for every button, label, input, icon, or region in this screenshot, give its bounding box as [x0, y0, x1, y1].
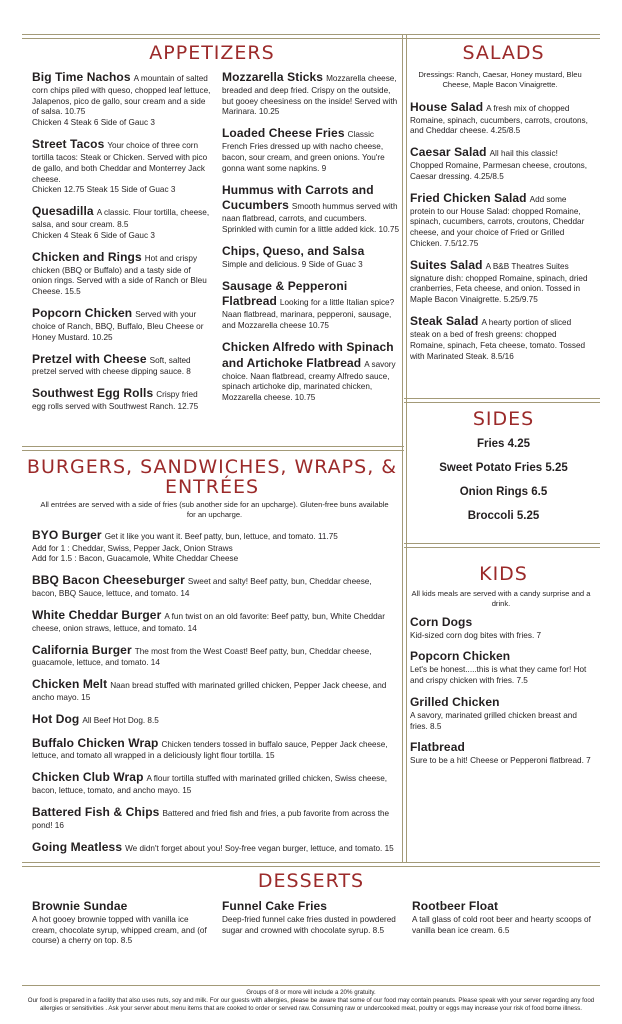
- item-name: Flatbread: [410, 740, 465, 755]
- menu-item: [222, 70, 400, 118]
- salad-bottom-border: [404, 398, 600, 403]
- item-desc: Smooth hummus served with naan flatbread, carrots, and cucumbers. Sprinkled with cumin for a little added kick. 10.75: [222, 202, 400, 235]
- menu-item: [32, 608, 397, 635]
- item-name: Southwest Egg Rolls: [32, 386, 154, 401]
- item-name: Suites Salad: [410, 257, 483, 272]
- item-extra: Simple and delicious. 9 Side of Guac 3: [222, 259, 363, 269]
- item-desc: Add some protein to our House Salad: chopped Romaine, spinach, cucumbers, carrots, croutons, Cheddar cheese, and your choice of Fried or Grilled Chicken. 7.5/12.75: [410, 194, 585, 248]
- item-name: Chicken Melt: [32, 677, 108, 692]
- item-desc: A savory, marinated grilled chicken breast and fries. 8.5: [410, 710, 577, 731]
- menu-item: [32, 643, 397, 670]
- menu-item: [32, 137, 212, 196]
- item-name: Loaded Cheese Fries: [222, 126, 345, 141]
- item-desc: Mozzarella cheese, breaded and deep fried. Crispy on the outside, but gooey cheesiness on the inside! Served with Marinara. 10.25: [222, 74, 398, 117]
- item-desc: Naan bread stuffed with marinated grilled chicken, Pepper Jack cheese, and ancho mayo. 15: [32, 681, 387, 702]
- item-desc: A savory choice. Naan flatbread, creamy Alfredo sauce, spinach artichoke dip, marinated chicken, Mozzarella cheese. 10.75: [222, 359, 396, 403]
- item-name: BYO Burger: [32, 527, 102, 542]
- item-desc: Let's be honest.....this is what they came for! Hot and crispy chicken with fries. 7.5: [410, 665, 587, 686]
- item-name: Brownie Sundae: [32, 899, 128, 913]
- item-extra: Chicken 4 Steak 6 Side of Gauc 3: [32, 230, 155, 240]
- item-desc: Soft, salted pretzel served with cheese dipping sauce. 8: [32, 355, 191, 377]
- gratuity-note: Groups of 8 or more will include a 20% gratuity.: [246, 989, 376, 996]
- item-name: Chicken and Rings: [32, 249, 142, 264]
- menu-item: [410, 615, 592, 642]
- item-desc: Looking for a little Italian spice? Naan flatbread, marinara, pepperoni, sausage, and Mozzarella cheese 10.75: [222, 298, 395, 331]
- sides-column: [407, 438, 600, 534]
- item-desc: A B&B Theatres Suites signature dish: chopped Romaine, spinach, dried cranberries, Feta cheese, and onion. Tossed in Maple Bacon Vinaigrette. 5.25/9.75: [410, 261, 588, 305]
- item-desc: A hearty portion of sliced steak on a bed of fresh greens: chopped Romaine, spinach, Feta cheese, tomato. Tossed with Marinated Steak. 8.5/16: [410, 318, 586, 361]
- item-name: Hummus with Carrots and Cucumbers: [222, 182, 374, 213]
- burgers-column: [32, 500, 397, 863]
- bottom-border: [22, 985, 600, 986]
- item-name: Grilled Chicken: [410, 694, 500, 709]
- item-name: California Burger: [32, 642, 132, 657]
- item-name: Street Tacos: [32, 137, 105, 152]
- footer: [22, 989, 600, 1012]
- menu-item: [32, 677, 397, 704]
- menu-item: [410, 145, 590, 182]
- item-name: Popcorn Chicken: [32, 306, 133, 321]
- menu-item: [410, 649, 592, 686]
- menu-item: [410, 695, 592, 732]
- menu-item: [32, 712, 397, 728]
- burgers-title-line2: ENTRÉES: [164, 475, 260, 498]
- item-name: Buffalo Chicken Wrap: [32, 735, 159, 750]
- item-name: House Salad: [410, 99, 484, 114]
- kids-title: KIDS: [479, 563, 528, 585]
- menu-item: [410, 740, 592, 767]
- item-name: Sausage & Pepperoni Flatbread: [222, 278, 348, 309]
- item-desc: Hot and crispy chicken (BBQ or Buffalo) and a tasty side of onion rings. Served with a side of Ranch or Bleu Cheese. 15.5: [32, 253, 207, 297]
- burgers-title-line1: BURGERS, SANDWICHES, WRAPS, &: [26, 456, 398, 478]
- item-name: Funnel Cake Fries: [222, 899, 328, 913]
- menu-item: [32, 306, 212, 343]
- item-desc: A hot gooey brownie topped with vanilla ice cream, chocolate syrup, whipped cream, and (of course) a cherry on top. 8.5: [32, 914, 207, 946]
- item-name: BBQ Bacon Cheeseburger: [32, 573, 185, 588]
- salads-title: SALADS: [462, 42, 545, 64]
- allergy-note: Our food is prepared in a facility that also uses nuts, soy and milk. For our guests with allergies, please be aware that some of our food may contain peanuts. Please speak with your server regarding any food allergies or sensitivities . Ask your server about menu items that are cooked to order or served raw. Consuming raw or undercooked meat, poultry or eggs may increase your risk of food borne illness.: [27, 996, 595, 1012]
- dessert-1: [32, 899, 210, 955]
- dessert-2: [222, 899, 400, 944]
- desserts-title: DESSERTS: [257, 870, 365, 892]
- menu-item: [222, 340, 400, 404]
- item-name: Fried Chicken Salad: [410, 190, 527, 205]
- menu-item: [32, 250, 212, 298]
- salads-dressings-note: Dressings: Ranch, Caesar, Honey mustard, Bleu Cheese, Maple Bacon Vinaigrette.: [418, 70, 582, 89]
- item-name: Going Meatless: [32, 839, 123, 854]
- item-desc: A tall glass of cold root beer and hearty scoops of vanilla bean ice cream. 6.5: [412, 914, 591, 935]
- item-desc: Chicken tenders tossed in buffalo sauce, Pepper Jack cheese, lettuce, and tomato all wrapped in a deliciously light flour tortilla. 15: [32, 739, 388, 761]
- menu-item: [222, 899, 400, 936]
- item-desc: A flour tortilla stuffed with marinated grilled chicken, Swiss cheese, bacon, lettuce, tomato, and ancho mayo. 15: [32, 774, 388, 796]
- menu-item: [32, 204, 212, 241]
- item-name: White Cheddar Burger: [32, 607, 162, 622]
- dessert-3: [412, 899, 594, 944]
- side-item: Broccoli 5.25: [467, 510, 540, 522]
- item-desc: All Beef Hot Dog. 8.5: [82, 715, 159, 725]
- menu-item: [410, 100, 590, 137]
- menu-item: [32, 573, 397, 600]
- item-desc: Classic French Fries dressed up with nacho cheese, bacon, sour cream, and green onions. You're gonna want some napkins. 9: [222, 130, 385, 173]
- menu-item: [412, 899, 594, 936]
- kids-note: All kids meals are served with a candy surprise and a drink.: [411, 589, 591, 608]
- menu-item: [32, 386, 212, 413]
- appetizer-bottom-border: [22, 446, 404, 451]
- item-name: Chicken Alfredo with Spinach and Artichoke Flatbread: [222, 339, 394, 370]
- menu-item: [32, 770, 397, 797]
- item-desc: Sure to be a hit! Cheese or Pepperoni flatbread. 7: [410, 756, 591, 766]
- side-item: Fries 4.25: [476, 438, 531, 450]
- item-desc: All hail this classic! Chopped Romaine, Parmesan cheese, croutons, Caesar dressing. 4.25/8.5: [410, 149, 588, 181]
- kids-column: [410, 589, 592, 775]
- item-desc: A fresh mix of chopped Romaine, spinach, cucumbers, carrots, croutons, and Cheddar cheese. 4.25/8.5: [410, 103, 588, 136]
- item-name: Big Time Nachos: [32, 70, 131, 84]
- menu-item: [32, 805, 397, 832]
- item-desc: A classic. Flour tortilla, cheese, salsa, and sour cream. 8.5: [32, 208, 210, 230]
- appetizers-right-column: [222, 70, 400, 412]
- menu-item: [410, 314, 590, 362]
- menu-item: [222, 183, 400, 236]
- item-desc: Deep-fried funnel cake fries dusted in powdered sugar and crowned with chocolate syrup. 8.5: [222, 914, 396, 935]
- item-name: Battered Fish & Chips: [32, 804, 160, 819]
- item-desc: Crispy fried egg rolls served with Southwest Ranch. 12.75: [32, 390, 199, 412]
- item-name: Rootbeer Float: [412, 899, 499, 913]
- menu-item: [222, 279, 400, 332]
- item-name: Popcorn Chicken: [410, 649, 511, 664]
- item-desc: A mountain of salted corn chips piled with queso, chopped leaf lettuce, Jalapenos, pico de gallo, sour cream and a side of salsa. 10.75: [32, 74, 211, 117]
- item-addon: Add for 1.5 : Bacon, Guacamole, White Cheddar Cheese: [32, 554, 239, 564]
- item-name: Caesar Salad: [410, 145, 487, 160]
- side-item: Sweet Potato Fries 5.25: [439, 462, 568, 474]
- item-desc: Battered and fried fish and fries, a pub favorite from across the pond! 16: [32, 808, 390, 830]
- sides-bottom-border: [404, 543, 600, 548]
- menu-item: [410, 258, 590, 306]
- item-name: Corn Dogs: [410, 614, 473, 629]
- item-name: Quesadilla: [32, 204, 94, 219]
- side-item: Onion Rings 6.5: [459, 486, 548, 498]
- item-desc: A fun twist on an old favorite: Beef patty, bun, White Cheddar cheese, onion straws, lettuce, and tomato. 14: [32, 611, 385, 633]
- item-name: Steak Salad: [410, 314, 479, 329]
- menu-item: [32, 899, 210, 947]
- item-name: Pretzel with Cheese: [32, 351, 147, 366]
- item-name: Chicken Club Wrap: [32, 770, 144, 785]
- menu-item: [32, 528, 397, 565]
- item-desc: Kid-sized corn dog bites with fries. 7: [410, 630, 542, 640]
- sides-title: SIDES: [472, 408, 535, 430]
- item-extra: Chicken 12.75 Steak 15 Side of Guac 3: [32, 185, 176, 195]
- menu-item: [32, 70, 212, 129]
- menu-item: [222, 244, 400, 271]
- salads-column: [410, 70, 590, 370]
- top-border: [22, 34, 600, 39]
- item-name: Hot Dog: [32, 711, 80, 726]
- item-name: Mozzarella Sticks: [222, 70, 324, 84]
- menu-item: [222, 126, 400, 174]
- item-desc: Your choice of three corn tortilla tacos: Steak or Chicken. Served with pico de gallo, and both Cheddar and Monterrey Jack cheese.: [32, 141, 208, 184]
- menu-item: [410, 191, 590, 250]
- item-desc: Served with your choice of Ranch, BBQ, Buffalo, Bleu Cheese or Honey Mustard. 10.25: [32, 310, 204, 342]
- menu-item: [32, 840, 397, 856]
- burgers-title: [22, 458, 402, 498]
- menu-item: [32, 352, 212, 379]
- item-addon: Add for 1 : Cheddar, Swiss, Pepper Jack, Onion Straws: [32, 543, 233, 553]
- item-desc: Get it like you want it. Beef patty, bun, lettuce, and tomato. 11.75: [104, 531, 338, 541]
- item-desc: We didn't forget about you! Soy-free vegan burger, lettuce, and tomato. 15: [125, 843, 394, 853]
- item-desc: The most from the West Coast! Beef patty, bun, Cheddar cheese, guacamole, lettuce, and tomato. 14: [32, 646, 372, 668]
- appetizers-title: APPETIZERS: [149, 42, 275, 64]
- menu-item: [32, 736, 397, 763]
- item-name: Chips, Queso, and Salsa: [222, 243, 365, 258]
- appetizers-left-column: [32, 70, 212, 421]
- item-desc: Sweet and salty! Beef patty, bun, Cheddar cheese, bacon, BBQ Sauce, lettuce, and tomato. 14: [32, 577, 372, 599]
- item-extra: Chicken 4 Steak 6 Side of Gauc 3: [32, 118, 155, 128]
- burgers-note: All entrées are served with a side of fries (sub another side for an upcharge). Gluten-free buns available for an upcharge.: [40, 500, 389, 519]
